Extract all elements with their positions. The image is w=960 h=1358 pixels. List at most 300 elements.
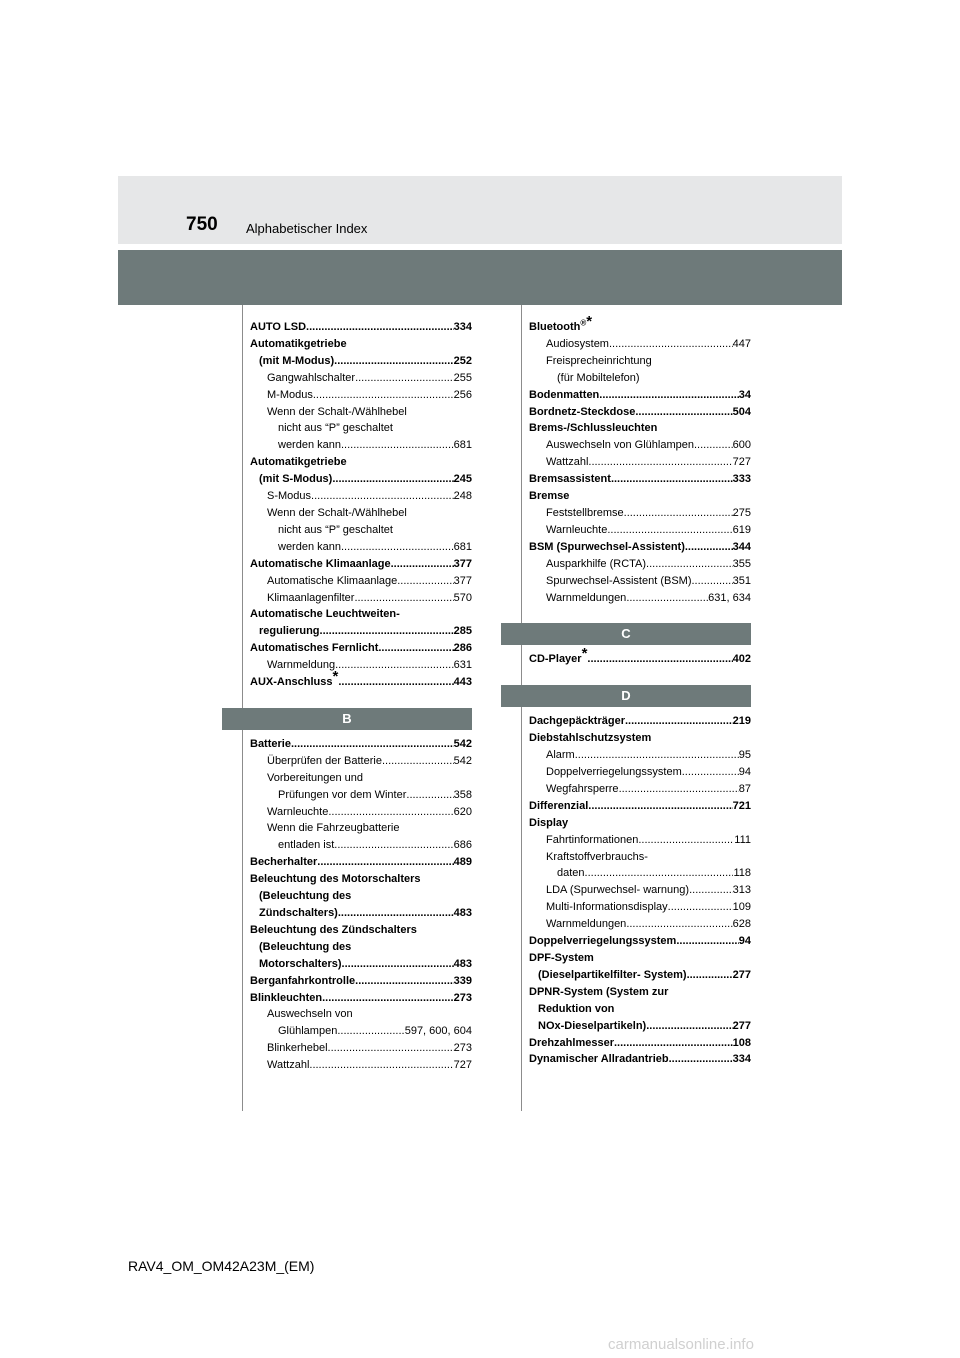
entry-term — [250, 319, 306, 336]
entry-term-text: Warnmeldungen — [546, 591, 627, 604]
index-entry — [250, 573, 472, 590]
entry-term — [546, 882, 689, 899]
index-entry — [529, 899, 751, 916]
index-entry — [529, 590, 751, 607]
page-reference: 483 — [453, 907, 472, 919]
dot-leader — [317, 854, 453, 871]
index-entry — [250, 939, 472, 956]
entry-term — [250, 990, 322, 1007]
page-reference: 255 — [453, 371, 472, 384]
index-entry — [529, 573, 751, 590]
dot-leader — [611, 471, 733, 488]
page-reference: 334 — [453, 321, 472, 333]
index-entry — [250, 668, 472, 691]
dot-leader — [341, 539, 454, 556]
page-reference: 721 — [732, 799, 751, 812]
entry-term — [529, 1051, 669, 1068]
entry-term — [529, 490, 569, 502]
index-entry — [529, 815, 751, 832]
dot-leader — [328, 1040, 454, 1057]
page-reference: 377 — [453, 557, 472, 570]
entry-term-text: Wenn die Fahrzeugbatterie — [267, 822, 400, 835]
index-entry — [529, 370, 751, 387]
entry-term — [250, 854, 317, 871]
dot-leader — [378, 640, 453, 657]
entry-term — [546, 336, 609, 353]
entry-term-text: DPF-System — [529, 952, 594, 964]
entry-term — [267, 507, 407, 519]
entry-term-text: CD-Player — [529, 653, 582, 666]
dot-leader — [320, 623, 454, 640]
entry-term — [278, 437, 341, 454]
page-reference: 118 — [733, 867, 751, 880]
entry-term — [250, 608, 400, 620]
index-entry — [529, 984, 751, 1001]
entry-term-text: DPNR-System (System zur — [529, 985, 669, 998]
entry-term-text: Klimaanlagenfilter — [267, 591, 355, 604]
entry-term-text: Dynamischer Allradantrieb — [529, 1053, 669, 1066]
index-entry — [529, 387, 751, 404]
page-reference: 351 — [732, 574, 751, 587]
index-entry — [529, 781, 751, 798]
entry-term-text: Prüfungen vor dem Winter — [278, 788, 407, 801]
dot-leader — [337, 1023, 404, 1040]
index-entry — [529, 933, 751, 950]
dot-leader — [687, 967, 733, 984]
index-entry — [250, 736, 472, 753]
equipment-asterisk: * — [332, 668, 339, 686]
entry-term-text: (Beleuchtung des — [259, 940, 352, 953]
index-letter-heading: D — [501, 685, 751, 707]
page-reference: 108 — [732, 1036, 751, 1049]
entry-term — [529, 387, 599, 404]
entry-term — [267, 406, 407, 418]
entry-term-text: M-Modus — [267, 388, 313, 401]
dot-leader — [335, 657, 454, 674]
index-entry — [250, 787, 472, 804]
entry-term-text: Display — [529, 816, 569, 829]
entry-term-text: Automatisches Fernlicht — [250, 642, 379, 655]
registered-mark: ® — [580, 318, 587, 328]
entry-term-text: Glühlampen — [278, 1025, 338, 1038]
page-reference: 273 — [453, 1042, 472, 1055]
page-reference: 313 — [732, 884, 751, 897]
page-reference: 219 — [732, 715, 751, 728]
entry-term-text: BSM (Spurwechsel-Assistent) — [529, 540, 685, 553]
index-entry — [250, 539, 472, 556]
entry-term-text: Bremse — [529, 490, 570, 503]
page-reference: 631 — [453, 659, 472, 672]
entry-term — [267, 804, 328, 821]
dot-leader — [391, 556, 454, 573]
index-entry — [250, 657, 472, 674]
index-entry — [250, 922, 472, 939]
entry-term — [259, 890, 351, 902]
dot-leader — [332, 471, 453, 488]
dot-leader — [607, 522, 732, 539]
entry-term — [546, 764, 682, 781]
entry-term — [278, 539, 341, 556]
index-entry — [529, 967, 751, 984]
page-reference: 275 — [732, 506, 751, 519]
index-entry — [250, 454, 472, 471]
index-entry — [529, 645, 751, 668]
entry-term-text: regulierung — [259, 625, 320, 638]
entry-term-text: Auswechseln von — [267, 1008, 353, 1021]
entry-term-text: Wattzahl — [267, 1059, 310, 1072]
index-entry — [529, 882, 751, 899]
entry-term — [259, 623, 320, 640]
entry-term-text: Multi-Informationsdisplay — [546, 901, 668, 914]
dot-leader — [575, 747, 739, 764]
entry-term-text: werden kann — [278, 439, 341, 452]
index-entry — [529, 522, 751, 539]
entry-term — [529, 817, 568, 829]
dot-leader — [676, 933, 738, 950]
entry-term-text: Vorbereitungen und — [267, 771, 364, 784]
dot-leader — [355, 370, 454, 387]
page-reference: 277 — [732, 1019, 751, 1032]
index-entry — [250, 837, 472, 854]
entry-term — [250, 973, 355, 990]
page-reference: 600 — [732, 439, 751, 452]
entry-term-text: Batterie — [250, 737, 291, 750]
index-entry — [250, 623, 472, 640]
dot-leader — [338, 674, 453, 691]
dot-leader — [311, 488, 454, 505]
entry-term — [546, 437, 694, 454]
entry-term — [529, 313, 593, 333]
entry-term-text: Automatikgetriebe — [250, 456, 347, 469]
entry-term-text: Feststellbremse — [546, 506, 624, 519]
index-entry — [250, 770, 472, 787]
entry-term — [546, 781, 619, 798]
entry-term — [546, 590, 626, 607]
dot-leader — [625, 713, 733, 730]
entry-term-text: Bodenmatten — [529, 388, 600, 401]
document-code: RAV4_OM_OM42A23M_(EM) — [128, 1258, 315, 1274]
entry-term-text: Automatische Klimaanlage — [250, 557, 391, 570]
entry-term-text: Dachgepäckträger — [529, 715, 625, 728]
index-entry — [529, 1035, 751, 1052]
entry-term — [529, 798, 588, 815]
page-reference: 681 — [453, 540, 472, 553]
entry-term-text: Zündschalters) — [259, 907, 338, 919]
page-reference: 504 — [732, 405, 751, 418]
entry-term-text: Warnmeldungen — [546, 918, 627, 931]
index-entry — [529, 336, 751, 353]
entry-term — [546, 916, 626, 933]
header-band-light — [118, 176, 842, 244]
page-reference: 355 — [732, 557, 751, 570]
page-reference: 94 — [738, 766, 751, 779]
entry-term-text: Gangwahlschalter — [267, 371, 356, 384]
page-reference: 111 — [734, 833, 751, 846]
index-entry — [250, 888, 472, 905]
dot-leader — [342, 956, 454, 973]
entry-term-text: Wattzahl — [546, 456, 589, 469]
index-entry — [529, 505, 751, 522]
index-entry — [529, 437, 751, 454]
entry-term-text: nicht aus “P” geschaltet — [278, 523, 393, 536]
index-entry — [529, 865, 751, 882]
entry-term — [529, 732, 651, 744]
entry-term — [278, 787, 406, 804]
entry-term-text: Wegfahrsperre — [546, 782, 619, 795]
index-entry — [250, 336, 472, 353]
right-column-rule — [521, 305, 522, 1111]
dot-leader — [328, 804, 453, 821]
entry-term — [259, 905, 338, 922]
dot-leader — [355, 973, 454, 990]
entry-term — [259, 471, 332, 488]
index-entry — [250, 854, 472, 871]
page-reference: 681 — [453, 439, 472, 452]
entry-term — [546, 573, 692, 590]
entry-term-text: Drehzahlmesser — [529, 1036, 614, 1049]
index-entry — [250, 1040, 472, 1057]
spacer — [529, 668, 751, 685]
index-entry — [250, 505, 472, 522]
entry-term — [538, 967, 687, 984]
entry-term — [250, 873, 421, 885]
entry-term-text: Bordnetz-Steckdose — [529, 405, 636, 418]
dot-leader — [588, 798, 732, 815]
equipment-asterisk: * — [586, 313, 593, 330]
page-reference: 443 — [453, 676, 472, 689]
entry-term-text: Fahrtinformationen — [546, 833, 639, 846]
index-entry — [529, 832, 751, 849]
page-reference: 95 — [738, 749, 751, 762]
index-entry — [529, 556, 751, 573]
dot-leader — [406, 787, 453, 804]
index-entry — [250, 820, 472, 837]
index-entry — [529, 1051, 751, 1068]
dot-leader — [334, 353, 453, 370]
entry-term-text: Kraftstoffverbrauchs- — [546, 850, 648, 863]
page-reference: 286 — [453, 642, 472, 655]
entry-term — [250, 556, 391, 573]
entry-term — [278, 524, 393, 536]
index-entry — [250, 522, 472, 539]
index-entry — [529, 950, 751, 967]
entry-term-text: (Dieselpartikelfilter- System) — [538, 968, 687, 981]
page-reference: 339 — [453, 974, 472, 987]
index-entry — [529, 747, 751, 764]
entry-term-text: Warnleuchte — [546, 523, 608, 536]
entry-term — [278, 837, 334, 854]
entry-term-text: AUTO LSD — [250, 321, 307, 333]
entry-term-text: (mit M-Modus) — [259, 354, 335, 367]
entry-term — [267, 590, 354, 607]
index-entry — [529, 471, 751, 488]
page-reference: 334 — [732, 1053, 751, 1066]
entry-term-text: S-Modus — [267, 490, 312, 503]
entry-term — [267, 387, 313, 404]
entry-term — [529, 713, 625, 730]
entry-term-text: Ausparkhilfe (RCTA) — [546, 557, 647, 570]
entry-term — [250, 668, 339, 691]
entry-term — [546, 832, 638, 849]
entry-term-text: Auswechseln von Glühlampen — [546, 439, 694, 452]
index-entry — [250, 871, 472, 888]
entry-term — [546, 505, 624, 522]
dot-leader — [689, 882, 733, 899]
index-entry — [529, 849, 751, 866]
page-reference: 252 — [453, 354, 472, 367]
index-entry — [529, 798, 751, 815]
page-reference: 542 — [453, 754, 472, 767]
entry-term-text: werden kann — [278, 540, 341, 553]
entry-term-text: Doppelverriegelungssystem — [529, 935, 677, 948]
dot-leader — [619, 781, 739, 798]
entry-term-text: Wenn der Schalt-/Wählhebel — [267, 405, 407, 418]
page-reference: 256 — [453, 388, 472, 401]
dot-leader — [635, 404, 732, 421]
entry-term — [267, 370, 355, 387]
entry-term — [267, 573, 397, 590]
dot-leader — [382, 753, 454, 770]
header-band-dark — [118, 250, 842, 305]
entry-term — [250, 924, 417, 936]
entry-term — [267, 657, 335, 674]
spacer — [250, 691, 472, 708]
entry-term — [267, 822, 400, 834]
page-reference: 570 — [453, 591, 472, 604]
entry-term — [529, 422, 657, 434]
entry-term-text: Blinkleuchten — [250, 991, 323, 1004]
entry-term-text: Brems-/Schlussleuchten — [529, 422, 658, 435]
entry-term — [546, 899, 668, 916]
page-reference: 402 — [732, 653, 751, 666]
index-entry — [250, 905, 472, 922]
entry-term — [529, 986, 668, 998]
entry-term-text: Automatikgetriebe — [250, 337, 347, 350]
entry-term-text: Diebstahlschutzsystem — [529, 732, 652, 745]
entry-term-text: Audiosystem — [546, 337, 609, 350]
entry-term — [259, 353, 334, 370]
entry-term-text: Beleuchtung des Zündschalters — [250, 923, 417, 936]
dot-leader — [609, 336, 733, 353]
dot-leader — [334, 837, 453, 854]
page-reference: 727 — [732, 456, 751, 469]
dot-leader — [588, 454, 732, 471]
page-reference: 245 — [453, 473, 472, 486]
index-entry — [529, 539, 751, 556]
index-entry — [529, 313, 751, 336]
entry-term — [259, 956, 342, 973]
dot-leader — [626, 916, 732, 933]
dot-leader — [638, 832, 734, 849]
entry-term-text: (mit S-Modus) — [259, 473, 333, 486]
entry-term — [529, 404, 635, 421]
dot-leader — [646, 556, 733, 573]
page-reference: 94 — [738, 935, 751, 948]
entry-term-text: Wenn der Schalt-/Wählhebel — [267, 506, 407, 519]
page-reference: 686 — [453, 839, 472, 852]
entry-term-text: nicht aus “P” geschaltet — [278, 422, 393, 435]
entry-term — [267, 772, 363, 784]
index-entry — [529, 1001, 751, 1018]
dot-leader — [682, 764, 739, 781]
entry-term — [529, 952, 594, 964]
entry-term — [529, 539, 685, 556]
page-reference: 377 — [453, 574, 472, 587]
index-entry — [250, 420, 472, 437]
page-reference: 631, 634 — [708, 591, 751, 604]
page-reference: 483 — [453, 957, 472, 970]
entry-term-text: Überprüfen der Batterie — [267, 754, 382, 767]
index-entry — [250, 973, 472, 990]
page-reference: 277 — [732, 968, 751, 981]
entry-term — [538, 1003, 614, 1015]
page-reference: 542 — [453, 737, 472, 750]
entry-term — [267, 488, 311, 505]
entry-term — [250, 338, 347, 350]
index-entry — [529, 1018, 751, 1035]
entry-term-text: Becherhalter — [250, 856, 318, 869]
dot-leader — [624, 505, 733, 522]
index-column-left — [250, 319, 472, 1074]
entry-term — [538, 1018, 646, 1035]
entry-term — [250, 736, 291, 753]
entry-term-text: Automatische Leuchtweiten- — [250, 608, 400, 621]
entry-term — [278, 422, 393, 434]
index-entry — [250, 387, 472, 404]
entry-term — [546, 355, 652, 367]
entry-term-text: Spurwechsel-Assistent (BSM) — [546, 574, 692, 587]
entry-term — [250, 456, 347, 468]
page-reference: 597, 600, 604 — [404, 1025, 472, 1038]
entry-term-text: Freisprecheinrichtung — [546, 354, 652, 367]
index-entry — [250, 1057, 472, 1074]
entry-term-text: (Beleuchtung des — [259, 890, 352, 903]
dot-leader — [341, 437, 454, 454]
entry-term-text: Warnleuchte — [267, 805, 329, 818]
index-column-right — [529, 313, 751, 1068]
dot-leader — [685, 539, 733, 556]
index-letter-heading: B — [222, 708, 472, 730]
index-entry — [250, 590, 472, 607]
dot-leader — [585, 865, 734, 882]
watermark: carmanualsonline.info — [608, 1336, 754, 1353]
dot-leader — [626, 590, 708, 607]
index-entry — [250, 753, 472, 770]
entry-term — [529, 933, 676, 950]
entry-term-text: Bremsassistent — [529, 473, 611, 486]
dot-leader — [338, 905, 454, 922]
index-entry — [250, 488, 472, 505]
index-entry — [250, 353, 472, 370]
entry-term-text: NOx-Dieselpartikeln) — [538, 1019, 647, 1032]
dot-leader — [354, 590, 453, 607]
dot-leader — [614, 1035, 733, 1052]
dot-leader — [646, 1018, 732, 1035]
index-entry — [529, 916, 751, 933]
dot-leader — [669, 1051, 733, 1068]
index-entry — [250, 437, 472, 454]
dot-leader — [309, 1057, 453, 1074]
index-entry — [529, 488, 751, 505]
entry-term — [529, 471, 611, 488]
entry-term-text: Warnmeldung — [267, 659, 336, 672]
index-entry — [529, 420, 751, 437]
entry-term — [557, 865, 585, 882]
page-reference: 489 — [453, 856, 472, 869]
entry-term-text: Motorschalters) — [259, 957, 342, 970]
index-entry — [250, 606, 472, 623]
entry-term — [267, 1057, 309, 1074]
